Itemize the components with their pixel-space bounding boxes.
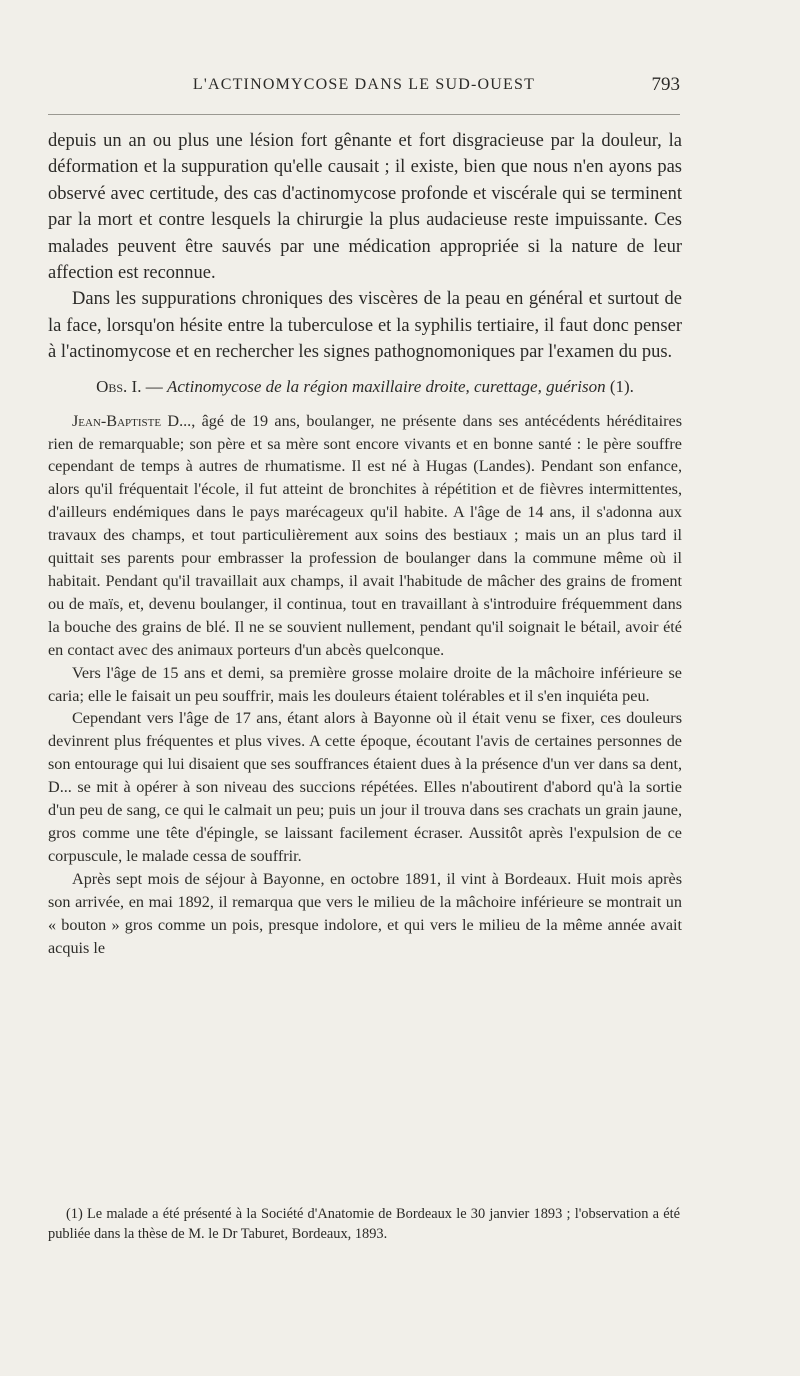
page-body	[48, 128, 682, 959]
page-number: 793	[651, 74, 680, 95]
case-paragraph-1	[48, 410, 682, 662]
patient-name: Jean-Baptiste D...	[72, 411, 192, 430]
footnote-reference: (1).	[605, 376, 634, 396]
intro-paragraph-2: Dans les suppurations chroniques des viscères de la peau en général et surtout de la face, lorsqu'on hésite entre la tuberculose et la syphilis tertiaire, il faut donc penser à l'actinomycose et en rechercher les signes pathognomoniques par l'examen du pus.	[48, 289, 682, 363]
observation-dash: —	[141, 376, 167, 396]
observation-title: Actinomycose de la région maxillaire droite, curettage, guérison	[166, 376, 606, 396]
case-paragraph-1-text: , âgé de 19 ans, boulanger, ne présente dans ses antécédents héréditaires rien de remarquable; son père et sa mère sont encore vivants et en bonne santé : le père souffre cependant de temps à autres de rhumatisme. Il est né à Hugas (Landes). Pendant son enfance, alors qu'il fréquentait l'école, il fut atteint de bronchites à répétition et de fièvres intermittentes, d'ailleurs endémiques dans le pays marécageux qu'il habite. A l'âge de 14 ans, il s'adonna aux travaux des champs, et tout particulièrement aux soins des bestiaux ; mais un an plus tard il quittait ses parents pour embrasser la profession de boulanger dans la commune même où il habitait. Pendant qu'il travaillait aux champs, il avait l'habitude de mâcher des grains de froment ou de maïs, et, devenu boulanger, il continua, tout en travaillant à s'introduire fréquemment dans la bouche des grains de blé. Il ne se souvient nullement, pendant qu'il soignait le bétail, avoir été en contact avec des animaux porteurs d'un abcès quelconque.	[48, 411, 682, 659]
header-rule	[48, 114, 680, 115]
observation-label: Obs. I.	[96, 376, 142, 396]
footnote-text: (1) Le malade a été présenté à la Société d'Anatomie de Bordeaux le 30 janvier 1893 ; l'observation a été publiée dans la thèse de M. le Dr Taburet, Bordeaux, 1893.	[48, 1206, 680, 1242]
case-paragraph-4: Après sept mois de séjour à Bayonne, en octobre 1891, il vint à Bordeaux. Huit mois après son arrivée, en mai 1892, il remarqua que vers le milieu de la mâchoire inférieure se montrait un « bouton » gros comme un pois, presque indolore, et qui vers le milieu de la même année avait acquis le	[48, 869, 682, 957]
page-header	[48, 76, 680, 102]
intro-paragraph-1: depuis un an ou plus une lésion fort gênante et fort disgracieuse par la douleur, la déformation et la suppuration qu'elle causait ; il existe, bien que nous n'en ayons pas observé avec certitude, des cas d'actinomycose profonde et viscérale qui se terminent par la mort et contre lesquels la chirurgie la plus audacieuse reste impuissante. Ces malades peuvent être sauvés par une médication appropriée si la nature de leur affection est reconnue.	[48, 131, 682, 284]
observation-heading	[48, 376, 682, 398]
case-paragraph-2: Vers l'âge de 15 ans et demi, sa première grosse molaire droite de la mâchoire inférieure se caria; elle le faisait un peu souffrir, mais les douleurs étaient tolérables et il s'en inquiéta peu.	[48, 663, 682, 705]
case-paragraph-3: Cependant vers l'âge de 17 ans, étant alors à Bayonne où il était venu se fixer, ces douleurs devinrent plus fréquentes et plus vives. A cette époque, écoutant l'avis de certaines personnes de son entourage qui lui disaient que ses souffrances étaient dues à la présence d'un ver dans sa dent, D... se mit à opérer à son niveau des succions répétées. Elles n'aboutirent d'abord qu'à la sortie d'un peu de sang, ce qui le calmait un peu; puis un jour il trouva dans ses crachats un grain jaune, gros comme une tête d'épingle, se laissant facilement écraser. Aussitôt après l'expulsion de ce corpuscule, le malade cessa de souffrir.	[48, 709, 682, 865]
running-title: L'ACTINOMYCOSE DANS LE SUD-OUEST	[192, 76, 536, 93]
footnote	[48, 1204, 680, 1244]
